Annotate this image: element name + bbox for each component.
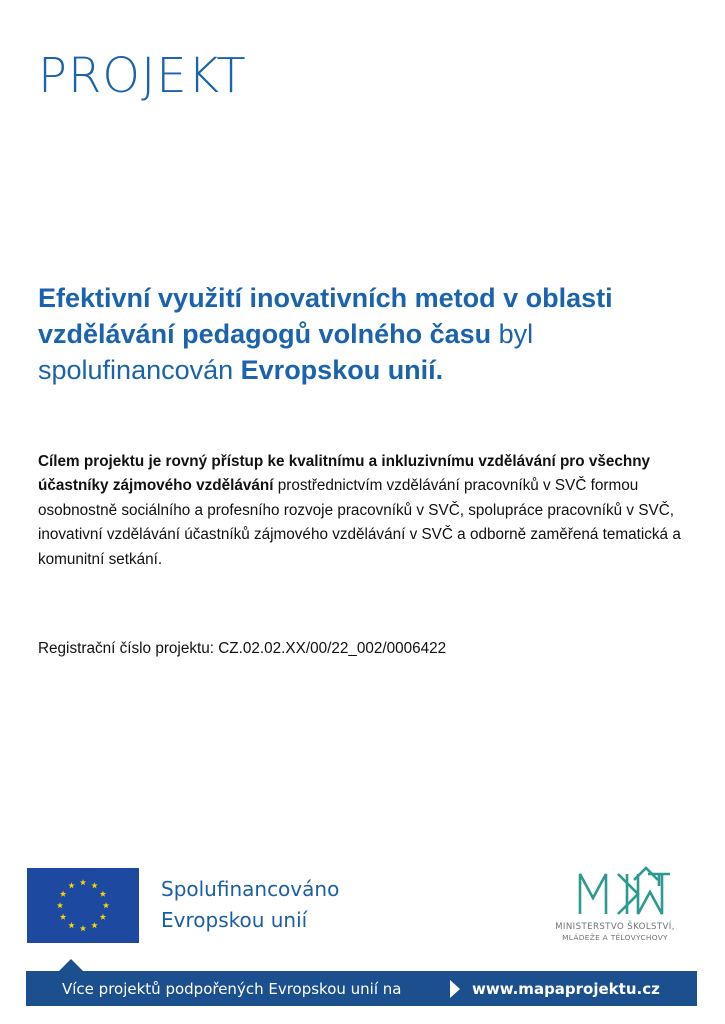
registration-number: Registrační číslo projektu: CZ.02.02.XX/00/22_002/0006422: [38, 640, 447, 657]
footer-text: Více projektů podpořených Evropskou unií na: [62, 980, 402, 998]
project-goal-rest: prostřednictvím vzdělávání pracovníků v SVČ formou osobnostně sociálního a profesního rozvoje pracovníků v SVČ, spolupráce pracovníků v SVČ, inovativní vzdělávání účastníků zájmového vzdělávání v SVČ a odborně zaměřená tematická a komunitní setkání.: [38, 477, 681, 568]
msmt-line2: MLÁDEŽE A TĚLOVÝCHOVY: [562, 933, 668, 942]
project-title: [38, 280, 678, 388]
eu-cofinanced-text: [161, 874, 339, 936]
msmt-name: [530, 922, 700, 943]
project-title-eu: Evropskou unií.: [240, 355, 444, 385]
msmt-line1: MINISTERSTVO ŠKOLSTVÍ,: [555, 922, 675, 932]
project-name: Efektivní využití inovativních metod v oblasti vzdělávání pedagogů volného času: [38, 283, 613, 349]
footer-link[interactable]: www.mapaprojektu.cz: [472, 980, 660, 998]
eu-text-line1: Spolufinancováno: [161, 877, 340, 901]
arrow-right-icon: [450, 980, 460, 998]
project-goal-bold: Cílem projektu je rovný přístup ke kvalitnímu a inkluzivnímu vzdělávání pro všechny účastníky zájmového vzdělávání: [38, 453, 651, 495]
project-title-middle: byl spolufinancován: [38, 319, 534, 385]
eu-text-line2: Evropskou unií: [161, 908, 308, 932]
project-goal: [38, 450, 688, 572]
page-heading: PROJEKT: [38, 48, 247, 104]
eu-flag-icon: [27, 868, 139, 943]
